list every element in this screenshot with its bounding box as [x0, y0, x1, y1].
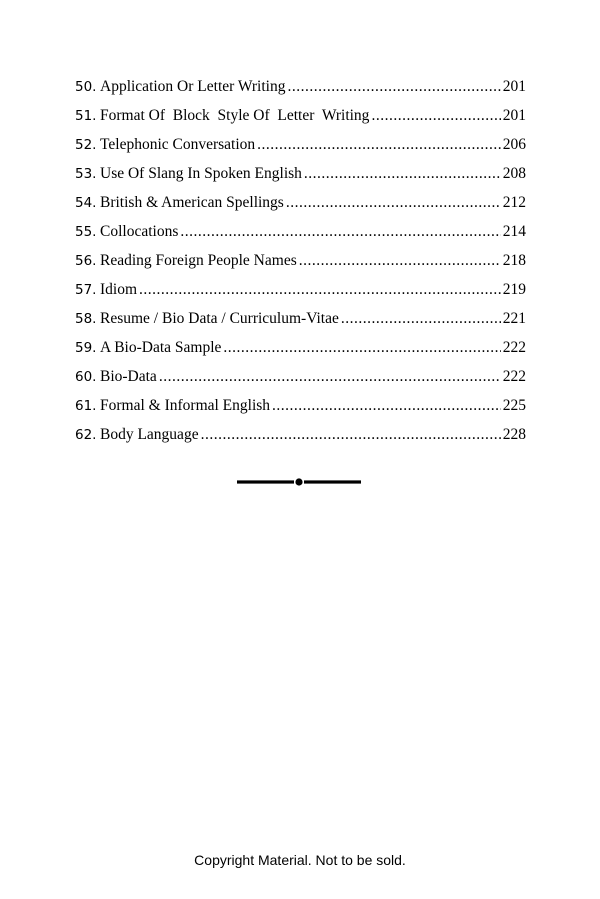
toc-entry-page: 201: [502, 78, 526, 95]
toc-dot-leader: [286, 188, 501, 217]
toc-entry-title: Application Or Letter Writing: [100, 78, 286, 95]
toc-entry-page: 222: [502, 368, 526, 385]
toc-entry-page: 208: [502, 165, 526, 182]
toc-entry: [75, 246, 526, 275]
toc-dot-leader: [371, 101, 500, 130]
toc-entry-number: 55.: [75, 224, 97, 240]
toc-entry: [75, 101, 526, 130]
toc-dot-leader: [272, 391, 501, 420]
toc-entry-page: 221: [502, 310, 526, 327]
toc-entry-number: 54.: [75, 195, 97, 211]
toc-entry-title: Reading Foreign People Names: [100, 252, 297, 269]
toc-entry: [75, 72, 526, 101]
toc-entry-page: 225: [502, 397, 526, 414]
toc-entry-page: 222: [502, 339, 526, 356]
toc-entry: [75, 159, 526, 188]
toc-entry: [75, 275, 526, 304]
toc-entry-page: 212: [502, 194, 526, 211]
toc-entry-number: 56.: [75, 253, 97, 269]
toc-entry-page: 206: [502, 136, 526, 153]
table-of-contents: [75, 72, 526, 449]
toc-entry-title: Formal & Informal English: [100, 397, 271, 414]
toc-entry: [75, 188, 526, 217]
toc-dot-leader: [159, 362, 501, 391]
toc-entry-number: 50.: [75, 79, 97, 95]
toc-dot-leader: [341, 304, 501, 333]
toc-entry-title: A Bio-Data Sample: [100, 339, 222, 356]
copyright-notice: Copyright Material. Not to be sold.: [194, 852, 406, 868]
toc-entry-page: 214: [502, 223, 526, 240]
toc-entry: [75, 420, 526, 449]
toc-entry-title: Bio-Data: [100, 368, 157, 385]
section-divider-ornament: [236, 476, 362, 488]
toc-entry-page: 218: [502, 252, 526, 269]
toc-entry: [75, 362, 526, 391]
toc-dot-leader: [139, 275, 501, 304]
toc-entry-title: Body Language: [100, 426, 199, 443]
toc-entry-number: 60.: [75, 369, 97, 385]
toc-entry-number: 57.: [75, 282, 97, 298]
toc-entry: [75, 391, 526, 420]
toc-entry-title: Idiom: [100, 281, 138, 298]
toc-entry-number: 58.: [75, 311, 97, 327]
toc-entry: [75, 333, 526, 362]
toc-entry-number: 59.: [75, 340, 97, 356]
toc-entry-number: 53.: [75, 166, 97, 182]
toc-entry: [75, 130, 526, 159]
toc-entry-page: 219: [502, 281, 526, 298]
toc-entry-title: Use Of Slang In Spoken English: [100, 165, 302, 182]
toc-dot-leader: [201, 420, 501, 449]
toc-dot-leader: [299, 246, 501, 275]
toc-entry-page: 201: [502, 107, 526, 124]
toc-dot-leader: [180, 217, 500, 246]
toc-entry-number: 51.: [75, 108, 97, 124]
toc-dot-leader: [223, 333, 500, 362]
toc-entry: [75, 304, 526, 333]
toc-entry-number: 61.: [75, 398, 97, 414]
toc-entry-number: 62.: [75, 427, 97, 443]
toc-entry-title: British & American Spellings: [100, 194, 284, 211]
toc-dot-leader: [287, 72, 500, 101]
toc-entry-title: Resume / Bio Data / Curriculum-Vitae: [100, 310, 339, 327]
toc-entry-title: Collocations: [100, 223, 179, 240]
toc-entry-title: Telephonic Conversation: [100, 136, 256, 153]
toc-entry: [75, 217, 526, 246]
toc-entry-page: 228: [502, 426, 526, 443]
toc-entry-title: Format Of Block Style Of Letter Writing: [100, 107, 370, 124]
toc-entry-number: 52.: [75, 137, 97, 153]
toc-dot-leader: [304, 159, 501, 188]
toc-dot-leader: [257, 130, 501, 159]
